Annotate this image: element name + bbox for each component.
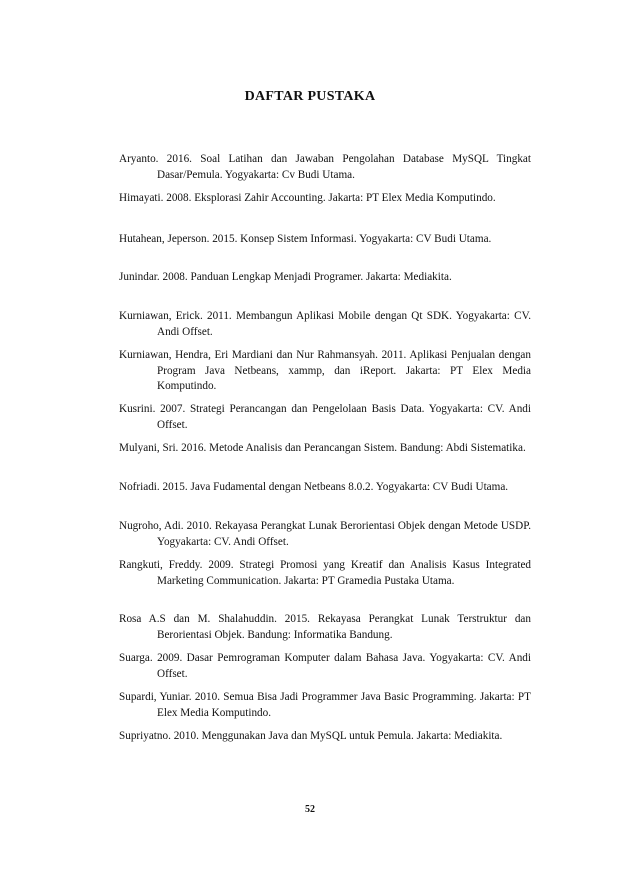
reference-entry: Himayati. 2008. Eksplorasi Zahir Accounting. Jakarta: PT Elex Media Komputindo.: [119, 192, 496, 204]
reference-entry: Junindar. 2008. Panduan Lengkap Menjadi Programer. Jakarta: Mediakita.: [119, 271, 452, 283]
reference-entry: Kurniawan, Hendra, Eri Mardiani dan Nur Rahmansyah. 2011. Aplikasi Penjualan dengan Program Java Netbeans, xammp, dan iReport. Jakarta: PT Elex Media Komputindo.: [119, 349, 531, 392]
reference-entry: Supriyatno. 2010. Menggunakan Java dan MySQL untuk Pemula. Jakarta: Mediakita.: [119, 730, 503, 742]
reference-entry: Aryanto. 2016. Soal Latihan dan Jawaban Pengolahan Database MySQL Tingkat Dasar/Pemula. Yogyakarta: Cv Budi Utama.: [119, 153, 531, 181]
reference-entry: Rangkuti, Freddy. 2009. Strategi Promosi yang Kreatif dan Analisis Kasus Integrated Marketing Communication. Jakarta: PT Gramedia Pustaka Utama.: [119, 559, 531, 587]
reference-entry: Nugroho, Adi. 2010. Rekayasa Perangkat Lunak Berorientasi Objek dengan Metode USDP. Yogyakarta: CV. Andi Offset.: [119, 520, 531, 548]
page-number: 52: [305, 804, 315, 815]
reference-entry: Hutahean, Jeperson. 2015. Konsep Sistem Informasi. Yogyakarta: CV Budi Utama.: [119, 233, 492, 245]
page-title: DAFTAR PUSTAKA: [244, 89, 376, 104]
reference-entry: Mulyani, Sri. 2016. Metode Analisis dan Perancangan Sistem. Bandung: Abdi Sistematika.: [119, 442, 526, 454]
reference-entry: Kusrini. 2007. Strategi Perancangan dan Pengelolaan Basis Data. Yogyakarta: CV. Andi Offset.: [119, 403, 531, 431]
reference-entry: Nofriadi. 2015. Java Fudamental dengan Netbeans 8.0.2. Yogyakarta: CV Budi Utama.: [119, 481, 509, 493]
reference-entry: Supardi, Yuniar. 2010. Semua Bisa Jadi Programmer Java Basic Programming. Jakarta: PT Elex Media Komputindo.: [119, 691, 531, 719]
reference-entry: Suarga. 2009. Dasar Pemrograman Komputer dalam Bahasa Java. Yogyakarta: CV. Andi Offset.: [119, 652, 531, 680]
reference-entry: Kurniawan, Erick. 2011. Membangun Aplikasi Mobile dengan Qt SDK. Yogyakarta: CV. Andi Offset.: [119, 310, 531, 338]
reference-entry: Rosa A.S dan M. Shalahuddin. 2015. Rekayasa Perangkat Lunak Terstruktur dan Berorientasi Objek. Bandung: Informatika Bandung.: [119, 613, 531, 641]
